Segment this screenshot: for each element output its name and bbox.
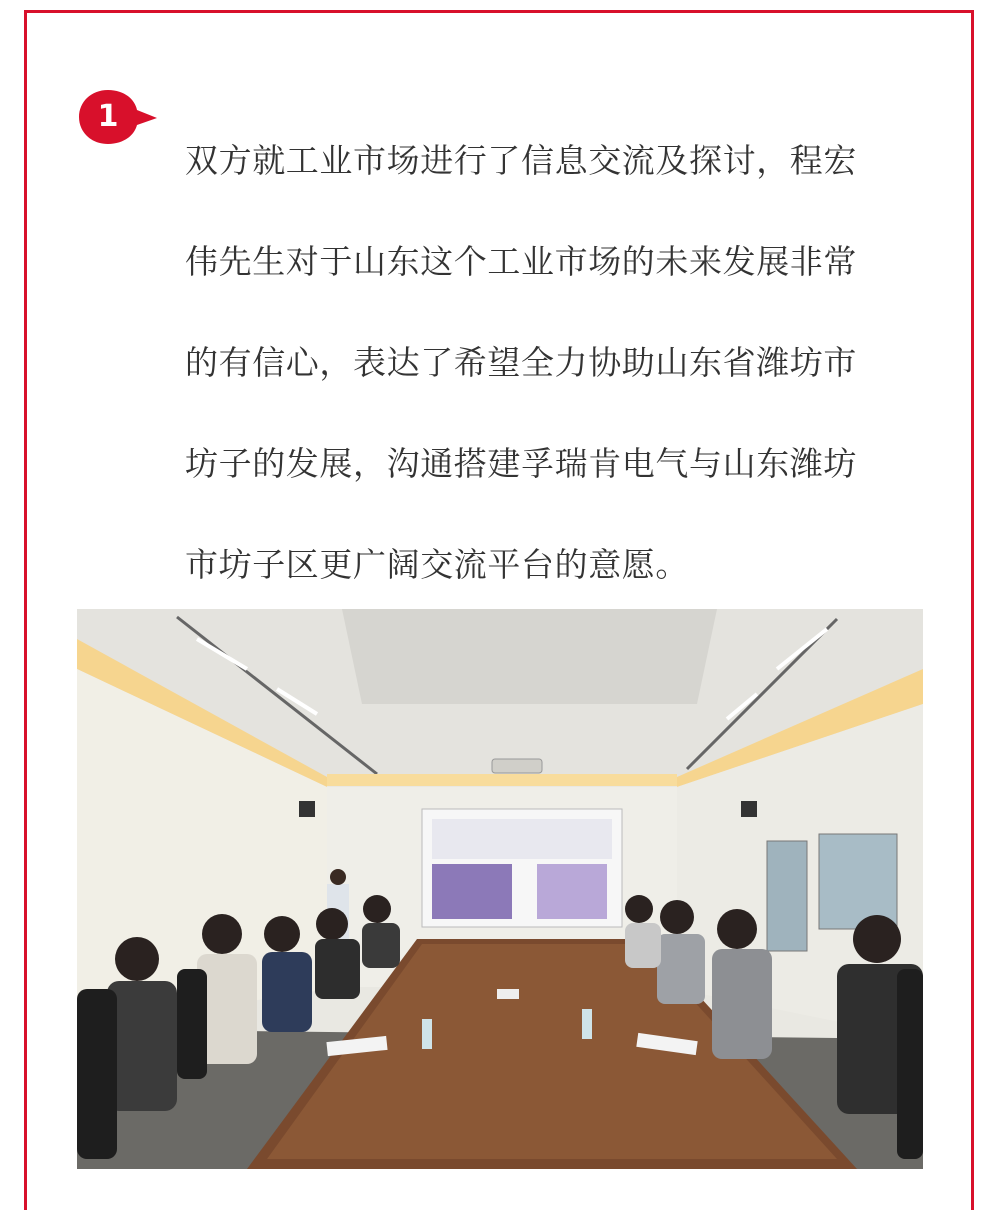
paragraph-line: 伟先生对于山东这个工业市场的未来发展非常 <box>185 242 857 281</box>
meeting-room-photo <box>77 609 923 1169</box>
paragraph-line: 双方就工业市场进行了信息交流及探讨，程宏 <box>185 141 857 180</box>
paragraph-line: 的有信心，表达了希望全力协助山东省潍坊市 <box>185 343 857 382</box>
section-number-badge <box>77 88 161 146</box>
section-number: 1 <box>97 99 119 134</box>
paragraph-line: 坊子的发展，沟通搭建孚瑞肯电气与山东潍坊 <box>185 444 857 483</box>
paragraph-line: 市坊子区更广阔交流平台的意愿。 <box>185 545 689 584</box>
section-paragraph <box>185 110 925 615</box>
